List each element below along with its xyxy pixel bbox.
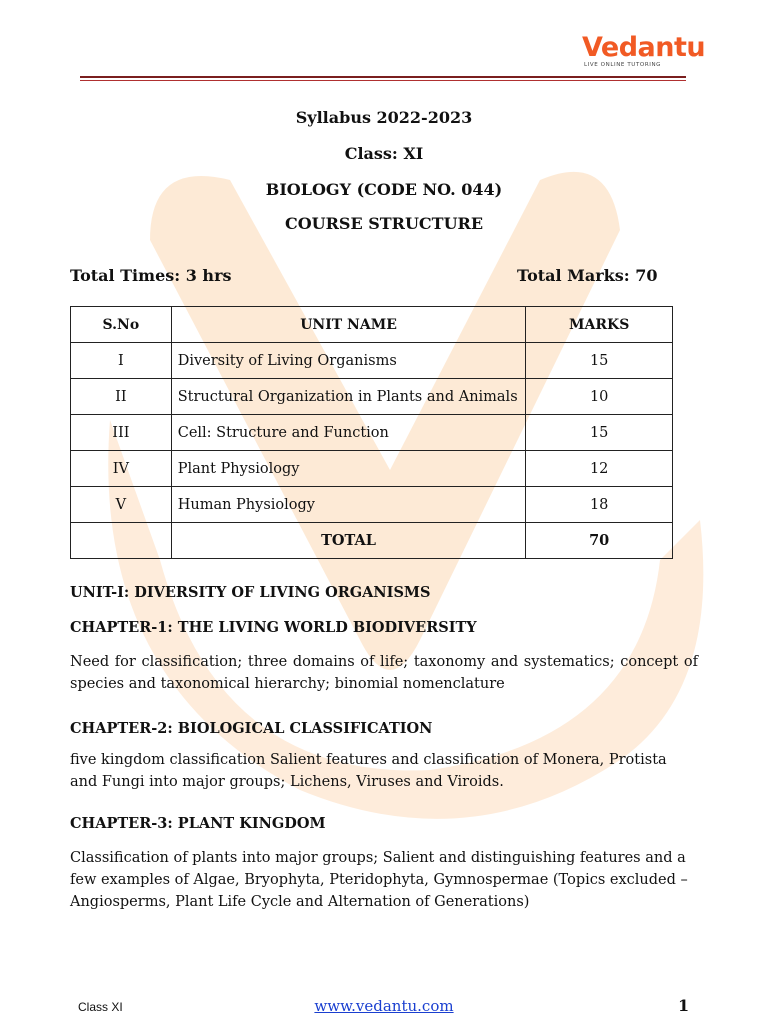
total-label: TOTAL [171,523,526,559]
chapter-3-heading: CHAPTER-3: PLANT KINGDOM [70,815,326,832]
table-row [71,487,673,523]
course-structure-heading: COURSE STRUCTURE [284,214,484,233]
unit-1-heading: UNIT-I: DIVERSITY OF LIVING ORGANISMS [70,584,431,601]
vedantu-logo [582,32,706,68]
subject-heading: BIOLOGY (CODE NO. 044) [265,180,503,199]
page-number: 1 [678,996,690,1015]
row-unit-name: Diversity of Living Organisms [171,343,526,379]
row-unit-name: Human Physiology [171,487,526,523]
row-unit-name: Structural Organization in Plants and Animals [171,379,526,415]
row-sno: III [71,415,172,451]
logo-tagline: LIVE ONLINE TUTORING [584,62,662,68]
table-row [71,379,673,415]
chapter-1-heading: CHAPTER-1: THE LIVING WORLD BIODIVERSITY [70,619,477,636]
total-time: Total Times: 3 hrs [70,266,232,285]
footer-class: Class XI [78,1000,123,1014]
chapter-3-text: Classification of plants into major groups; Salient and distinguishing features and a few examples of Algae, Bryophyta, Pteridophyta, Gymnospermae (Topics excluded – Angiosperms, Plant Life Cycle and Alternation of Generations) [70,850,688,910]
row-marks: 10 [526,379,673,415]
table-total-row [71,523,673,559]
chapter-1-text: Need for classification; three domains of life; taxonomy and systematics; concept of species and taxonomical hierarchy; binomial nomenclature [70,654,698,692]
row-marks: 12 [526,451,673,487]
syllabus-heading: Syllabus 2022-2023 [295,108,473,127]
header-marks: MARKS [526,307,673,343]
table-row [71,451,673,487]
row-sno: I [71,343,172,379]
row-sno: V [71,487,172,523]
header-rule-thin [80,80,686,81]
row-sno: II [71,379,172,415]
course-structure-table [70,306,673,559]
total-marks: Total Marks: 70 [517,266,658,285]
class-heading: Class: XI [344,144,424,163]
row-marks: 15 [526,415,673,451]
row-sno: IV [71,451,172,487]
row-marks: 15 [526,343,673,379]
table-row [71,343,673,379]
chapter-2-heading: CHAPTER-2: BIOLOGICAL CLASSIFICATION [70,720,433,737]
header-rule [80,76,686,78]
table-header-row [71,307,673,343]
footer-website-link[interactable]: www.vedantu.com [314,997,454,1015]
header-sno: S.No [71,307,172,343]
total-sno [71,523,172,559]
logo-wordmark: Vedantu [582,32,706,63]
total-value: 70 [526,523,673,559]
header-unit-name: UNIT NAME [171,307,526,343]
row-unit-name: Plant Physiology [171,451,526,487]
chapter-2-text: five kingdom classification Salient features and classification of Monera, Protista and Fungi into major groups; Lichens, Viruses and Viroids. [70,752,667,790]
table-row [71,415,673,451]
row-marks: 18 [526,487,673,523]
row-unit-name: Cell: Structure and Function [171,415,526,451]
